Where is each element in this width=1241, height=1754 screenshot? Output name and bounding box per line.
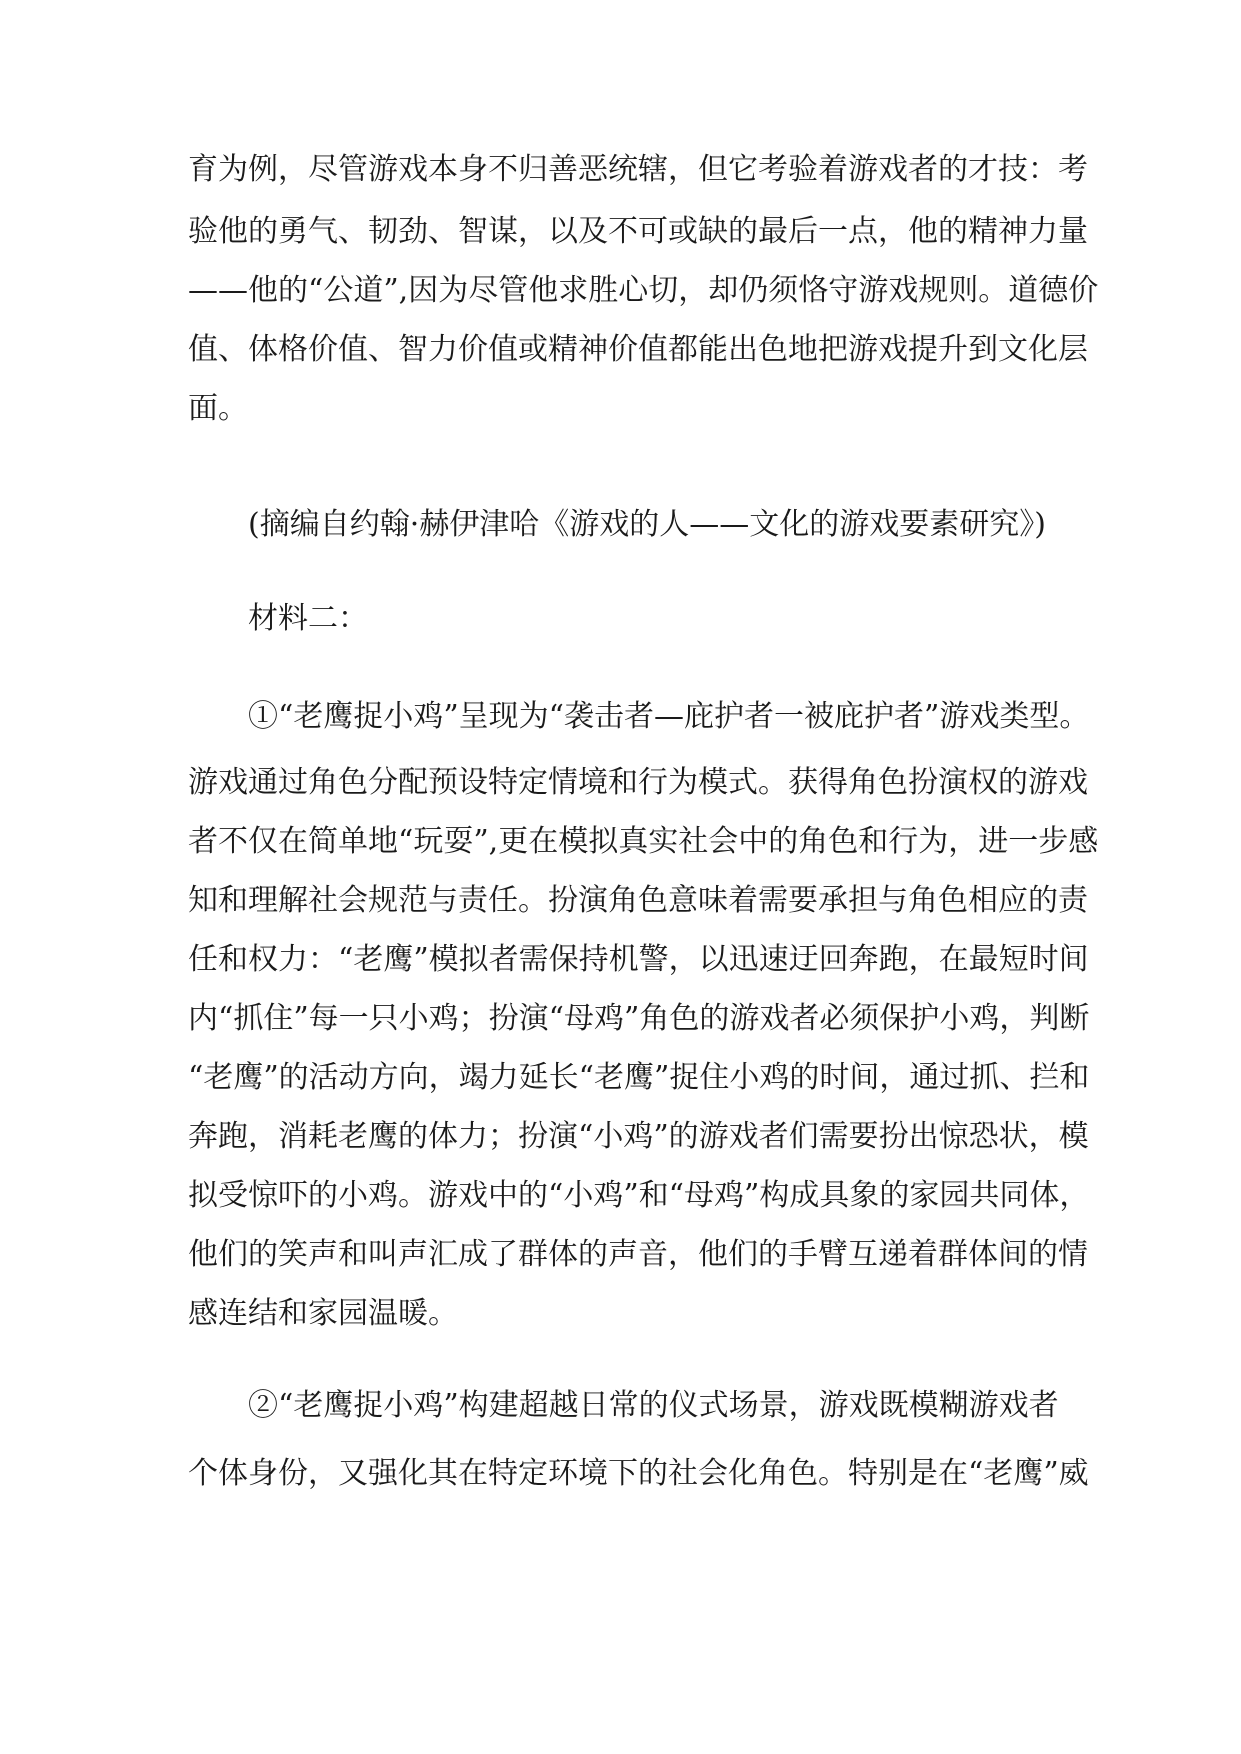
paragraph-line: 任和权力：“老鹰”模拟者需保持机警，以迅速迂回奔跑，在最短时间: [188, 942, 1089, 977]
paragraph-line: ——他的“公道”,因为尽管他求胜心切，却仍须恪守游戏规则。道德价: [188, 273, 1099, 308]
paragraph-line: 他们的笑声和叫声汇成了群体的声音，他们的手臂互递着群体间的情: [188, 1237, 1088, 1272]
section-heading: 材料二：: [248, 601, 368, 636]
paragraph-line: 奔跑，消耗老鹰的体力；扮演“小鸡”的游戏者们需要扮出惊恐状，模: [188, 1119, 1089, 1154]
paragraph-line: 内“抓住”每一只小鸡；扮演“母鸡”角色的游戏者必须保护小鸡，判断: [188, 1001, 1090, 1036]
paragraph-line: ②“老鹰捉小鸡”构建超越日常的仪式场景，游戏既模糊游戏者: [248, 1388, 1059, 1423]
paragraph-line: “老鹰”的活动方向，竭力延长“老鹰”捉住小鸡的时间，通过抓、拦和: [188, 1060, 1090, 1095]
paragraph-line: 游戏通过角色分配预设特定情境和行为模式。获得角色扮演权的游戏: [188, 765, 1088, 800]
paragraph-line: 知和理解社会规范与责任。扮演角色意味着需要承担与角色相应的责: [188, 883, 1088, 918]
paragraph-line: 育为例，尽管游戏本身不归善恶统辖，但它考验着游戏者的才技：考: [188, 152, 1088, 187]
paragraph-line: 值、体格价值、智力价值或精神价值都能出色地把游戏提升到文化层: [188, 332, 1088, 367]
paragraph-line: 拟受惊吓的小鸡。游戏中的“小鸡”和“母鸡”构成具象的家园共同体，: [188, 1178, 1090, 1213]
paragraph-line: ①“老鹰捉小鸡”呈现为“袭击者—庇护者一被庇护者”游戏类型。: [248, 699, 1090, 734]
citation: (摘编自约翰·赫伊津哈《游戏的人——文化的游戏要素研究》): [248, 507, 1046, 542]
paragraph-line: 个体身份，又强化其在特定环境下的社会化角色。特别是在“老鹰”威: [188, 1456, 1089, 1491]
paragraph-line: 感连结和家园温暖。: [188, 1296, 458, 1331]
paragraph-line: 面。: [188, 391, 248, 426]
paragraph-line: 者不仅在简单地“玩耍”,更在模拟真实社会中的角色和行为，进一步感: [188, 824, 1099, 859]
paragraph-line: 验他的勇气、韧劲、智谋，以及不可或缺的最后一点，他的精神力量: [188, 214, 1088, 249]
